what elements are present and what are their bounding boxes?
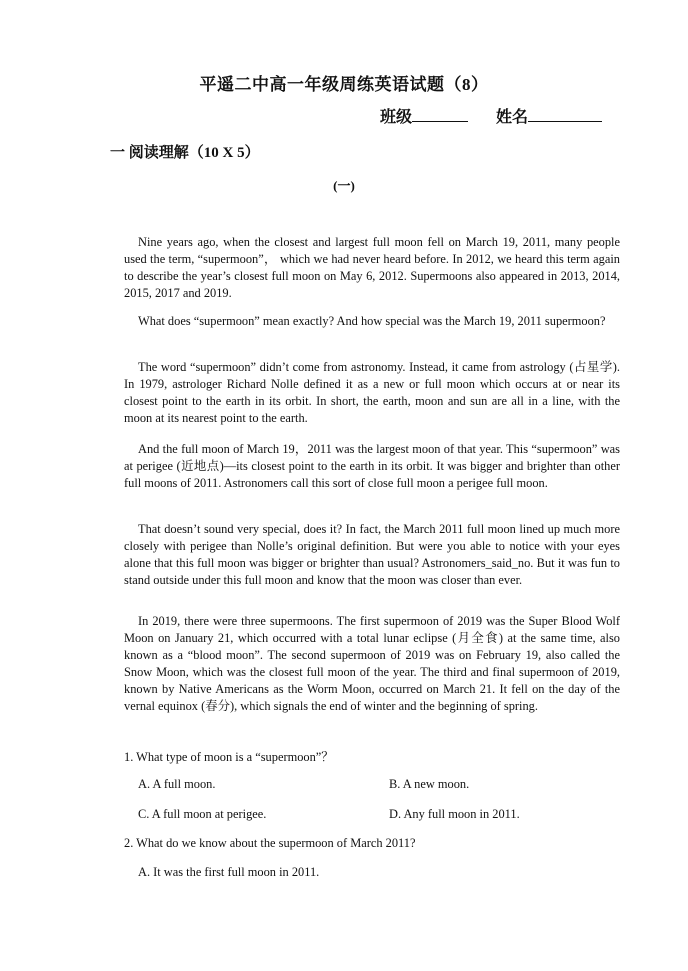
name-label: 姓名 [496,109,529,126]
question-2: 2. What do we know about the supermoon of March 2011? [124,836,416,850]
page-title: 平遥二中高一年级周练英语试题（8） [199,75,489,94]
student-info-line [380,104,602,127]
question-2-option-a: A. It was the first full moon in 2011. [138,865,320,879]
question-1-option-d: D. Any full moon in 2011. [389,807,520,821]
name-blank [528,107,602,122]
paragraph: What does “supermoon” mean exactly? And how special was the March 19, 2011 supermoon? [138,314,606,328]
class-blank [412,107,468,122]
passage-number: (一) [333,178,355,193]
paragraph: In 2019, there were three supermoons. The first supermoon of 2019 was the Super Blood Wolf Moon on January 21, which occurred with a total lunar eclipse (月全食) at the same time, also known as a “blood moon”. The second supermoon of 2019 was on February 19, also called the Snow Moon, which was the closest full moon of the year. The third and final supermoon of 2019, known by Native Americans as the Worm Moon, occurred on March 21. It fell on the day of the vernal equinox (春分), which signals the end of winter and the beginning of spring. [124,614,620,713]
question-1-option-a: A. A full moon. [138,777,216,791]
class-label: 班级 [380,109,413,126]
paragraph: That doesn’t sound very special, does it? In fact, the March 2011 full moon lined up much more closely with perigee than Nolle’s original definition. But were you able to notice with your eyes alone that this full moon was bigger or brighter than usual? Astronomers_said_no. But it was fun to stand outside under this full moon and know that the moon was closer than ever. [124,522,620,587]
paragraph: And the full moon of March 19，2011 was the largest moon of that year. This “supermoon” was at perigee (近地点)—its closest point to the earth in its orbit. It was bigger and brighter than other full moons of 2011. Astronomers call this sort of close full moon a perigee full moon. [124,442,620,490]
question-1-option-c: C. A full moon at perigee. [138,807,267,821]
paragraph: Nine years ago, when the closest and largest full moon fell on March 19, 2011, many people used the term, “supermoon”， which we had never heard before. In 2012, we heard this term again to describe the year’s closest full moon on May 6, 2012. Supermoons also appeared in 2013, 2014, 2015, 2017 and 2019. [124,235,620,300]
question-1: 1. What type of moon is a “supermoon”？ [124,750,334,764]
paragraph: The word “supermoon” didn’t come from astronomy. Instead, it came from astrology (占星学). In 1979, astrologer Richard Nolle defined it as a new or full moon which occurs at or near its closest point to the earth in its orbit. In short, the earth, moon and sun are all in a line, with the moon at its nearest point to the earth. [124,360,620,425]
question-1-option-b: B. A new moon. [389,777,470,791]
section-heading: 一 阅读理解（10 X 5） [110,145,260,161]
